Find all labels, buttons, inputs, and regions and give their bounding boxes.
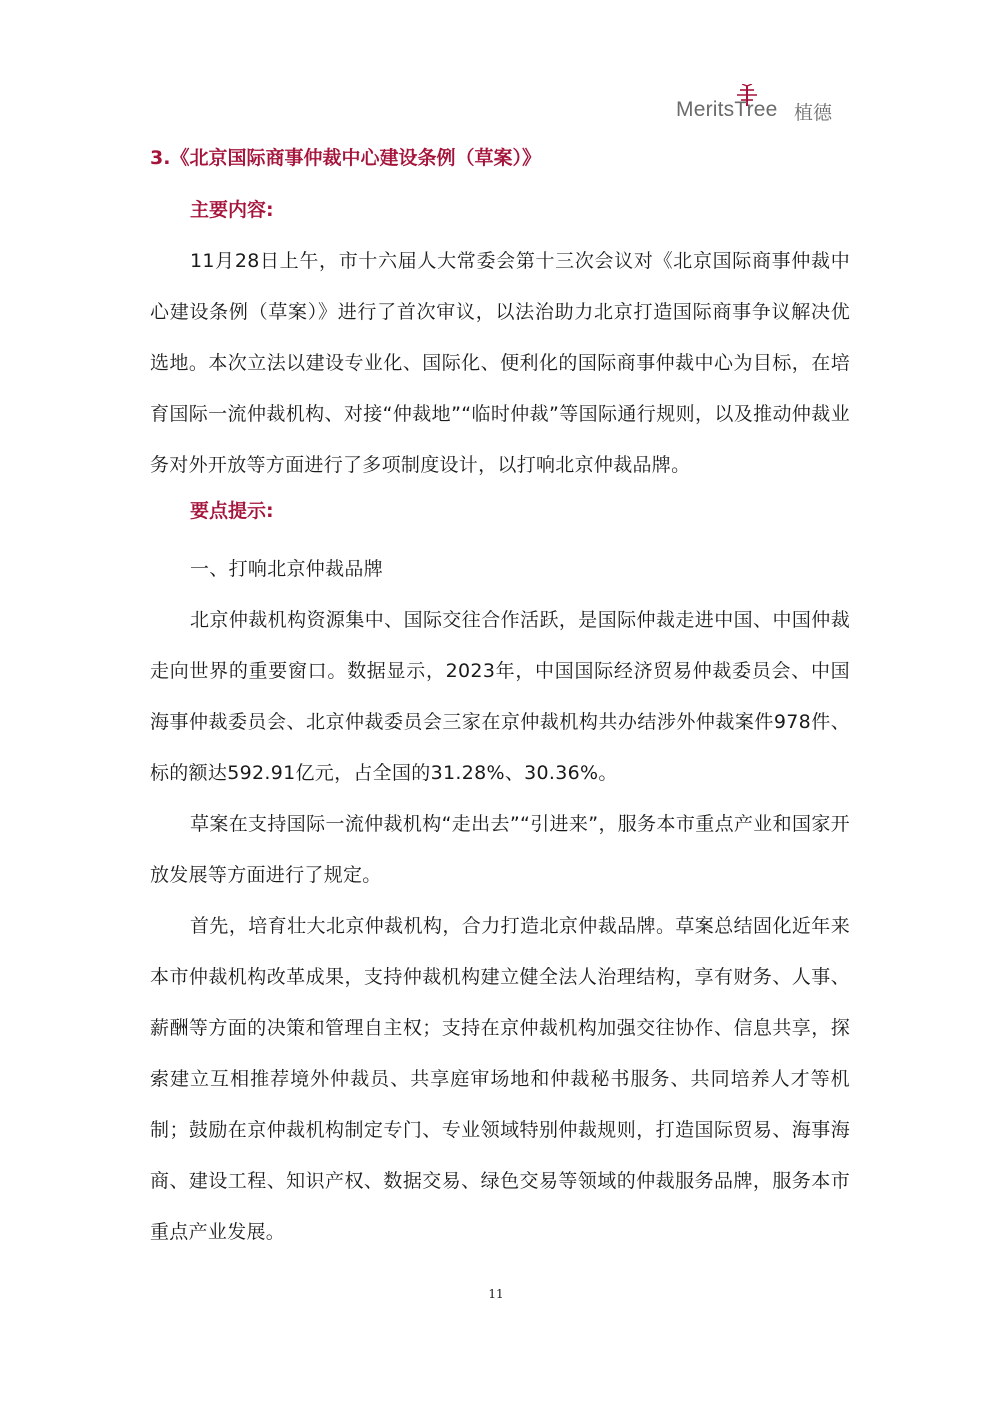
page-number: 11 xyxy=(488,1287,504,1301)
paragraph-arbitration-data: 北京仲裁机构资源集中、国际交往合作活跃，是国际仲裁走进中国、中国仲裁走向世界的重要窗口。数据显示，2023年，中国国际经济贸易仲裁委员会、中国海事仲裁委员会、北京仲裁委员会三家在京仲裁机构共办结涉外仲裁案件978件、标的额达592.91亿元，占全国的31.28%、30.36%。 xyxy=(150,609,850,784)
key-points-heading: 要点提示: xyxy=(190,500,274,522)
main-content-paragraph: 11月28日上午，市十六届人大常委会第十三次会议对《北京国际商事仲裁中心建设条例（草案）》进行了首次审议，以法治助力北京打造国际商事争议解决优选地。本次立法以建设专业化、国际化、便利化的国际商事仲裁中心为目标，在培育国际一流仲裁机构、对接“仲裁地”“临时仲裁”等国际通行规则，以及推动仲裁业务对外开放等方面进行了多项制度设计，以打响北京仲裁品牌。 xyxy=(150,250,850,476)
main-content-heading: 主要内容: xyxy=(190,199,274,221)
paragraph-first-measure: 首先，培育壮大北京仲裁机构，合力打造北京仲裁品牌。草案总结固化近年来本市仲裁机构改革成果，支持仲裁机构建立健全法人治理结构，享有财务、人事、薪酬等方面的决策和管理自主权；支持在京仲裁机构加强交往协作、信息共享，探索建立互相推荐境外仲裁员、共享庭审场地和仲裁秘书服务、共同培养人才等机制；鼓励在京仲裁机构制定专门、专业领域特别仲裁规则，打造国际贸易、海事海商、建设工程、知识产权、数据交易、绿色交易等领域的仲裁服务品牌，服务本市重点产业发展。 xyxy=(150,915,850,1243)
document-body xyxy=(150,140,850,1258)
point-one-heading: 一、打响北京仲裁品牌 xyxy=(190,558,384,580)
logo-chinese-name: 植德 xyxy=(794,102,833,124)
paragraph-draft-provisions: 草案在支持国际一流仲裁机构“走出去”“引进来”，服务本市重点产业和国家开放发展等方面进行了规定。 xyxy=(150,813,850,886)
logo-wordmark: MeritsTree xyxy=(676,98,778,121)
section-title: 3.《北京国际商事仲裁中心建设条例（草案）》 xyxy=(150,147,541,169)
header-logo xyxy=(676,84,840,128)
